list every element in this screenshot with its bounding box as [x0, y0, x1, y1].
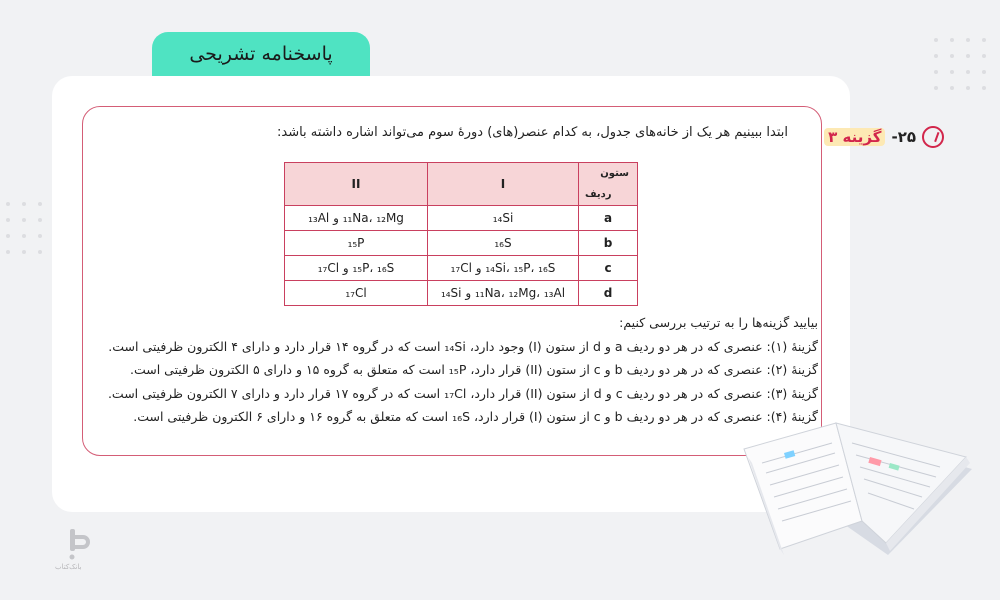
question-circle-icon [922, 126, 944, 148]
table-cell: ₁₁Na، ₁₂Mg، ₁₃Al و ₁₄Si [428, 281, 579, 306]
table-row [285, 206, 638, 231]
element-table [284, 162, 638, 306]
brand-logo-icon [62, 527, 92, 561]
table-cell: ₁₇Cl [285, 281, 428, 306]
row-label: d [579, 281, 638, 306]
page-title: پاسخنامه تشریحی [189, 43, 333, 65]
table-cell: ₁₄Si، ₁₅P، ₁₆S و ₁₇Cl [428, 256, 579, 281]
explanation-line: گزینهٔ (۴): عنصری که در هر دو ردیف b و c از ستون (I) قرار دارد، ₁₆S است که متعلق به گروه ۱۶ و دارای ۶ الکترون ظرفیتی است. [133, 409, 818, 424]
open-book-illustration [740, 405, 980, 565]
question-header [824, 126, 944, 148]
explanation-block [107, 311, 818, 429]
column-header-1: I [428, 163, 579, 206]
table-cell: ₁₆S [428, 231, 579, 256]
table-cell: ₁₅P، ₁₆S و ₁₇Cl [285, 256, 428, 281]
corner-row-label: ردیف [585, 189, 612, 200]
table-row [285, 231, 638, 256]
explanation-line: گزینهٔ (۱): عنصری که در هر دو ردیف a و d از ستون (I) وجود دارد، ₁₄Si است که در گروه ۱۴ قرار دارد و دارای ۴ الکترون ظرفیتی است. [108, 338, 818, 354]
row-label: a [579, 206, 638, 231]
explanation-line: گزینهٔ (۳): عنصری که در هر دو ردیف c و d از ستون (II) قرار دارد، ₁₇Cl است که در گروه ۱۷ قرار دارد و دارای ۷ الکترون ظرفیتی است. [107, 385, 818, 401]
table-row [285, 281, 638, 306]
table-cell: ₁₁Na، ₁₂Mg و ₁₃Al [285, 206, 428, 231]
question-number: ۲۵- [891, 128, 916, 146]
table-corner-cell [579, 163, 638, 206]
brand-name: بانک‌کتاب [55, 563, 82, 571]
explanation-line: بیایید گزینه‌ها را به ترتیب بررسی کنیم: [619, 315, 818, 330]
table-cell: ₁₅P [285, 231, 428, 256]
row-label: b [579, 231, 638, 256]
correct-option-badge: گزینه ۳ [824, 128, 885, 146]
column-header-2: II [285, 163, 428, 206]
question-intro: ابتدا ببینیم هر یک از خانه‌های جدول، به کدام عنصر(های) دورهٔ سوم می‌تواند اشاره داشته باشد: [277, 125, 788, 140]
corner-column-label: ستون [600, 168, 629, 179]
page-title-tab [152, 32, 370, 76]
row-label: c [579, 256, 638, 281]
explanation-line: گزینهٔ (۲): عنصری که در هر دو ردیف b و c از ستون (II) قرار دارد، ₁₅P است که متعلق به گروه ۱۵ و دارای ۵ الکترون ظرفیتی است. [129, 362, 818, 377]
table-row [285, 256, 638, 281]
table-cell: ₁₄Si [428, 206, 579, 231]
